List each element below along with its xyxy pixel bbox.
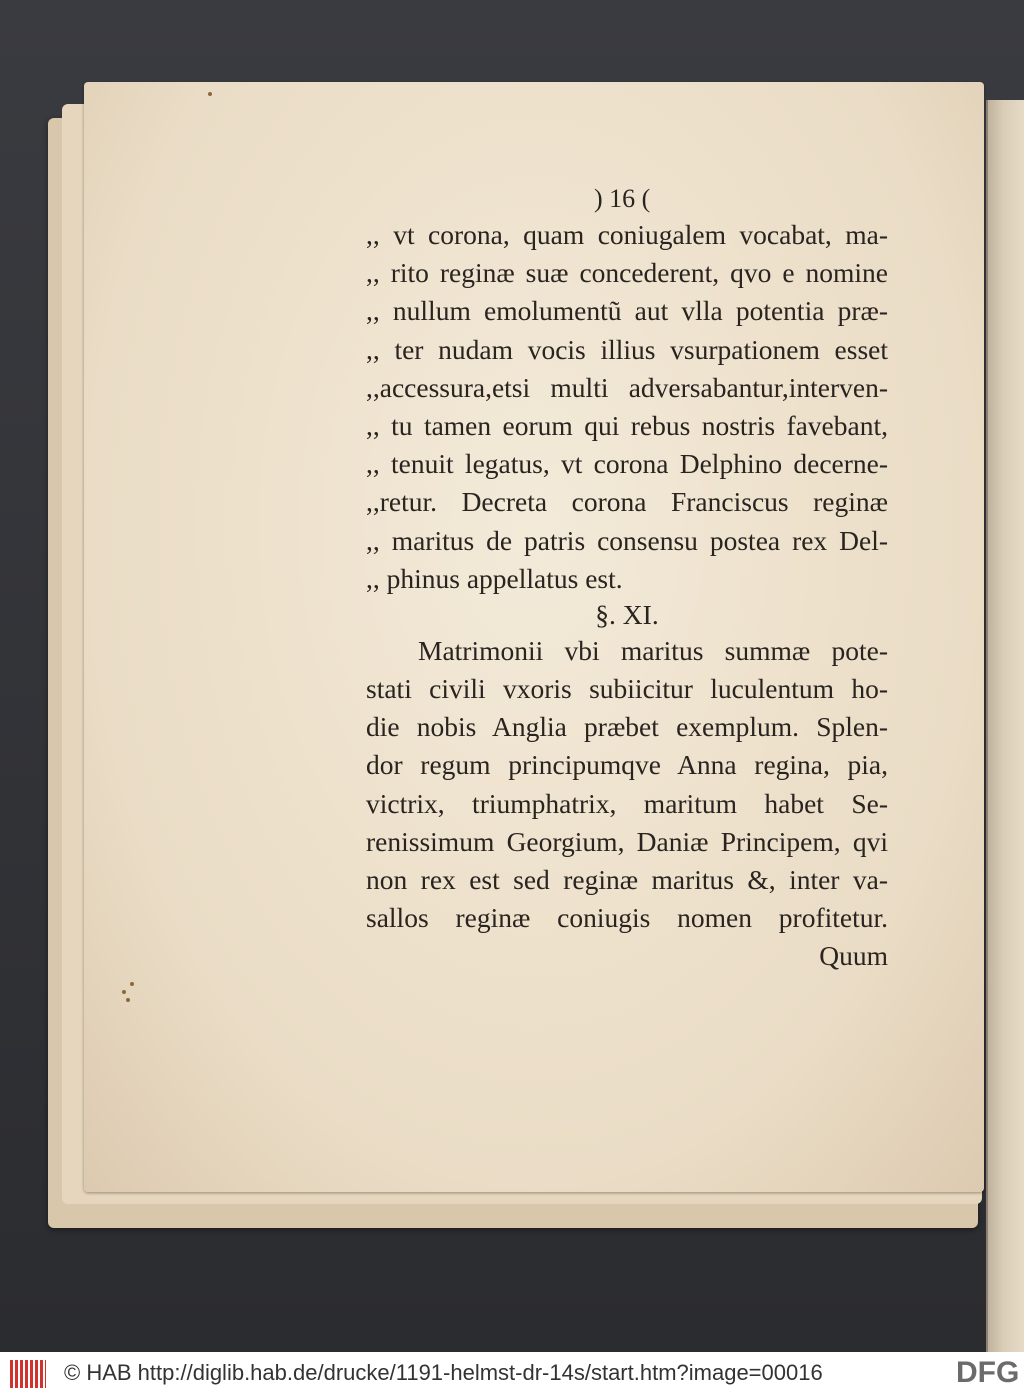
text-line: ,,retur. Decreta corona Franciscus reginæ — [366, 486, 888, 518]
text-line: ,,accessura,etsi multi adversabantur,interven- — [366, 371, 888, 403]
section-heading: §. XI. — [595, 598, 659, 630]
text-line: ,, rito reginæ suæ concederent, qvo e nomine — [366, 257, 888, 289]
paper-speck — [122, 990, 126, 994]
paper-speck — [208, 92, 212, 96]
page-number-header: ) 16 ( — [594, 184, 651, 213]
body-text — [366, 216, 888, 976]
text-line: ,, maritus de patris consensu postea rex Del- — [366, 524, 888, 556]
text-line: victrix, triumphatrix, maritum habet Se- — [366, 787, 888, 819]
paper-speck — [130, 982, 134, 986]
text-line: die nobis Anglia præbet exemplum. Splen- — [366, 711, 888, 743]
text-line: ,, tu tamen eorum qui rebus nostris favebant, — [366, 409, 888, 441]
text-line: sallos reginæ coniugis nomen profitetur. — [366, 902, 888, 934]
barcode-icon — [10, 1360, 46, 1388]
adjacent-page-edge — [986, 100, 1024, 1352]
text-line: dor regum principumqve Anna regina, pia, — [366, 749, 888, 781]
copyright-url[interactable]: © HAB http://diglib.hab.de/drucke/1191-helmst-dr-14s/start.htm?image=00016 — [64, 1360, 823, 1385]
dfg-logo: DFG — [956, 1356, 1020, 1389]
text-line: ,, ter nudam vocis illius vsurpationem esset — [366, 333, 888, 365]
text-line: Matrimonii vbi maritus summæ pote- — [418, 634, 888, 666]
text-line: ,, phinus appellatus est. — [366, 562, 623, 594]
paper-speck — [126, 998, 130, 1002]
text-line: stati civili vxoris subiicitur luculentum ho- — [366, 673, 888, 705]
text-line: Quum — [819, 940, 888, 972]
text-line: ,, vt corona, quam coniugalem vocabat, ma- — [366, 219, 888, 250]
text-line: renissimum Georgium, Daniæ Principem, qvi — [366, 825, 888, 857]
text-line: ,, tenuit legatus, vt corona Delphino decerne- — [366, 448, 888, 480]
footer-bar — [0, 1352, 1024, 1396]
text-line: ,, nullum emolumentũ aut vlla potentia præ- — [366, 295, 888, 327]
text-line: non rex est sed reginæ maritus &, inter va- — [366, 864, 888, 895]
